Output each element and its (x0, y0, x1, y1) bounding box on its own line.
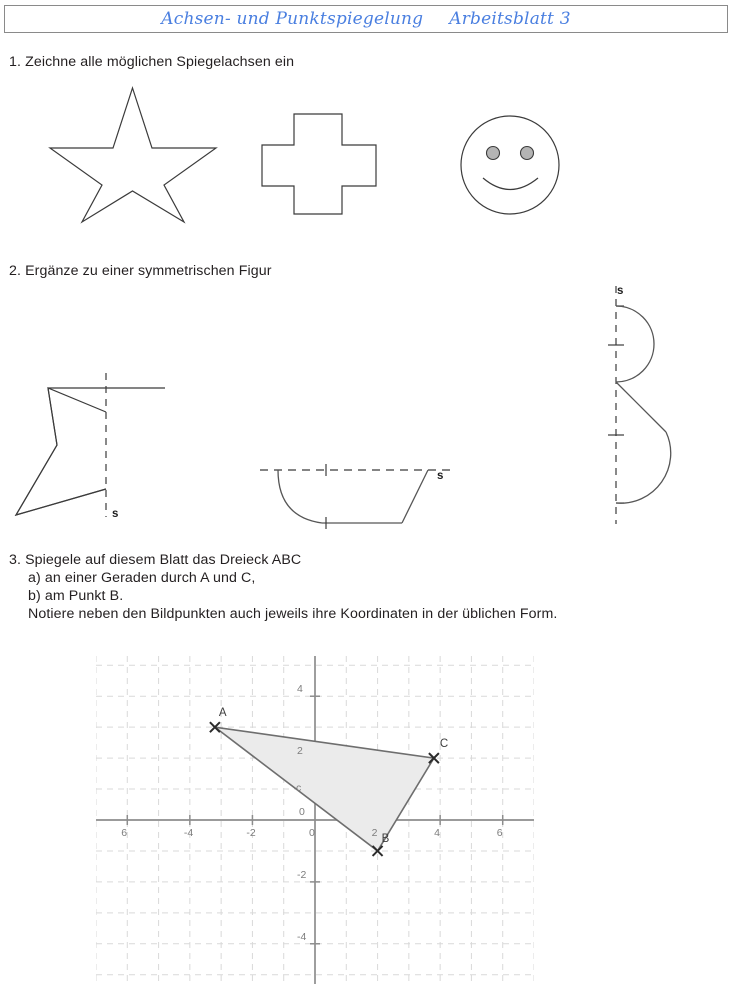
half-bowl-figure (256, 455, 456, 530)
mirror-axis-label-2: s (437, 470, 444, 482)
point-label-C: C (439, 738, 449, 751)
task-3-instruction-line-4: Notiere neben den Bildpunkten auch jeweils ihre Koordinaten in der üblichen Form. (28, 606, 558, 622)
half-star-outline (16, 388, 106, 515)
mirror-axis-label-3: s (617, 285, 624, 297)
smiley-mouth (483, 178, 538, 190)
y-tick-label: 4 (297, 683, 303, 696)
y-tick-label: 2 (297, 745, 303, 758)
point-label-A: A (218, 707, 227, 720)
worksheet-header (4, 5, 728, 33)
task-1-instruction: 1. Zeichne alle möglichen Spiegelachsen ein (9, 54, 295, 70)
y-tick-label: -2 (297, 868, 307, 881)
x-tick-label: 6 (121, 827, 128, 839)
title-topic: Achsen- und Punktspiegelung (161, 9, 424, 29)
smiley-outline (461, 116, 559, 214)
x-tick-label: 0 (309, 827, 315, 839)
y-tick-label: -4 (297, 930, 307, 943)
point-label-B: B (381, 832, 390, 845)
b-shape-figure (580, 280, 700, 530)
task-3-instruction-line-2: a) an einer Geraden durch A und C, (28, 570, 256, 586)
task-3-instruction-line-1: 3. Spiegele auf diesem Blatt das Dreieck ABC (9, 552, 302, 568)
smiley-eye-left (487, 147, 500, 160)
x-tick-label: 2 (371, 827, 378, 839)
x-tick-label: 4 (434, 827, 440, 839)
bowl-left-curve (278, 470, 322, 523)
task-2-instruction: 2. Ergänze zu einer symmetrischen Figur (9, 263, 272, 279)
segment-label-c: c (296, 782, 302, 795)
smiley-face-shape (455, 110, 565, 220)
b-lower-lobe (616, 432, 671, 503)
half-star-figure (2, 365, 187, 525)
smiley-eye-right (521, 147, 534, 160)
title-sheet-number: Arbeitsblatt 3 (449, 9, 571, 29)
b-upper-lobe (616, 306, 654, 382)
x-tick-label: -4 (183, 827, 194, 839)
bowl-right-edge (402, 470, 428, 523)
y-tick-label: 0 (299, 806, 305, 818)
coordinate-plot (96, 656, 534, 984)
coordinate-system (96, 656, 534, 984)
mirror-axis-label-1: s (112, 508, 119, 520)
x-tick-label: 6 (496, 827, 503, 839)
worksheet-title (5, 6, 727, 32)
star-shape (40, 82, 225, 227)
task-3-instruction-line-3: b) am Punkt B. (28, 588, 124, 604)
cross-shape (258, 110, 380, 218)
b-diagonal (616, 382, 666, 432)
x-tick-label: -2 (246, 827, 256, 839)
